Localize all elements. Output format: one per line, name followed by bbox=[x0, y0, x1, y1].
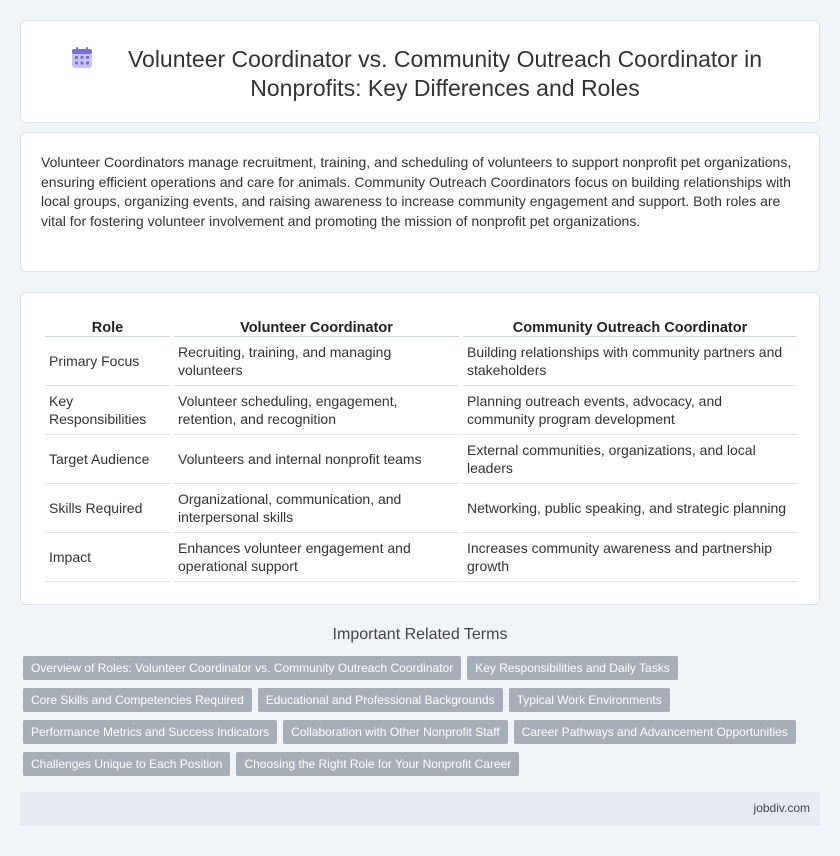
intro-paragraph: Volunteer Coordinators manage recruitment, training, and scheduling of volunteers to support nonprofit pet organizations, ensuring efficient operations and care for animals. Community Outreach Coordinators focus on building relationships with local groups, organizing events, and raising awareness to increase community engagement and support. Both roles are vital for fostering volunteer involvement and promoting the mission of nonprofit pet organizations. bbox=[41, 154, 792, 229]
outreach-cell: Planning outreach events, advocacy, and community program development bbox=[463, 386, 797, 435]
comparison-table-card bbox=[20, 292, 820, 605]
related-term-tag[interactable]: Choosing the Right Role for Your Nonprofit Career bbox=[236, 752, 519, 776]
comparison-table bbox=[41, 313, 801, 582]
outreach-cell: Building relationships with community partners and stakeholders bbox=[463, 337, 797, 386]
volunteer-cell: Volunteers and internal nonprofit teams bbox=[174, 435, 459, 484]
related-term-tag[interactable]: Challenges Unique to Each Position bbox=[23, 752, 230, 776]
related-term-tag[interactable]: Collaboration with Other Nonprofit Staff bbox=[283, 720, 508, 744]
table-row bbox=[45, 533, 797, 582]
volunteer-cell: Volunteer scheduling, engagement, retention, and recognition bbox=[174, 386, 459, 435]
footer-bar bbox=[20, 792, 820, 826]
related-term-tag[interactable]: Educational and Professional Backgrounds bbox=[258, 688, 503, 712]
row-label: Primary Focus bbox=[45, 337, 170, 386]
header-card bbox=[20, 20, 820, 123]
volunteer-cell: Enhances volunteer engagement and operational support bbox=[174, 533, 459, 582]
related-term-tag[interactable]: Core Skills and Competencies Required bbox=[23, 688, 252, 712]
related-terms-title: Important Related Terms bbox=[332, 626, 508, 643]
row-label: Impact bbox=[45, 533, 170, 582]
related-term-tag[interactable]: Overview of Roles: Volunteer Coordinator vs. Community Outreach Coordinator bbox=[23, 656, 461, 680]
table-row bbox=[45, 484, 797, 533]
related-term-tag[interactable]: Career Pathways and Advancement Opportunities bbox=[514, 720, 796, 744]
column-header-role: Role bbox=[45, 313, 170, 337]
table-row bbox=[45, 386, 797, 435]
related-term-tag[interactable]: Performance Metrics and Success Indicators bbox=[23, 720, 277, 744]
column-header-volunteer-coordinator: Volunteer Coordinator bbox=[174, 313, 459, 337]
volunteer-cell: Organizational, communication, and interpersonal skills bbox=[174, 484, 459, 533]
intro-card bbox=[20, 132, 820, 272]
row-label: Key Responsibilities bbox=[45, 386, 170, 435]
row-label: Skills Required bbox=[45, 484, 170, 533]
related-term-tag[interactable]: Typical Work Environments bbox=[509, 688, 670, 712]
outreach-cell: External communities, organizations, and local leaders bbox=[463, 435, 797, 484]
outreach-cell: Networking, public speaking, and strategic planning bbox=[463, 484, 797, 533]
column-header-community-outreach-coordinator: Community Outreach Coordinator bbox=[463, 313, 797, 337]
table-header-row bbox=[45, 313, 797, 337]
outreach-cell: Increases community awareness and partnership growth bbox=[463, 533, 797, 582]
row-label: Target Audience bbox=[45, 435, 170, 484]
volunteer-cell: Recruiting, training, and managing volunteers bbox=[174, 337, 459, 386]
related-term-tag[interactable]: Key Responsibilities and Daily Tasks bbox=[467, 656, 678, 680]
table-row bbox=[45, 435, 797, 484]
page-title: Volunteer Coordinator vs. Community Outreach Coordinator in Nonprofits: Key Differences and Roles bbox=[127, 46, 763, 101]
table-row bbox=[45, 337, 797, 386]
footer-site-link[interactable]: jobdiv.com bbox=[753, 801, 810, 815]
related-terms-list bbox=[23, 656, 823, 776]
